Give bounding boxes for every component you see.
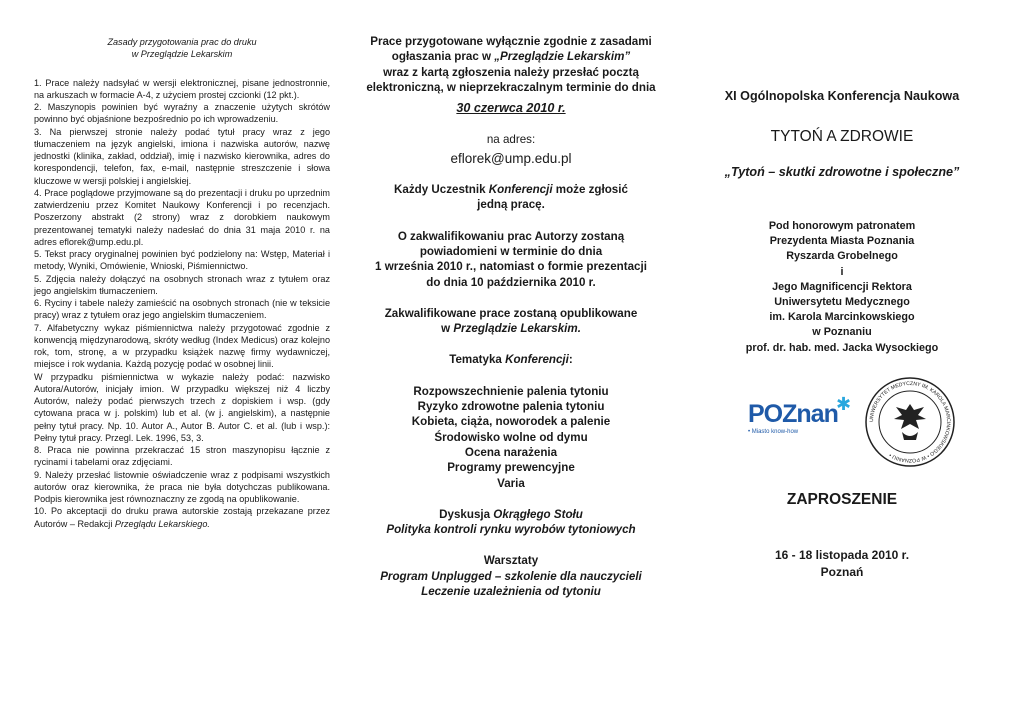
submission-info: Prace przygotowane wyłącznie zgodnie z zasadami ogłaszania prac w „Przeglądzie Lekarskim” wraz z kartą zgłoszenia należy przesłać pocztą elektroniczną, w nieprzekraczalnym terminie do dnia [366, 35, 656, 94]
patronage: Pod honorowym patronatem Prezydenta Miasta Poznania Ryszarda Grobelnego i Jego Magnificencji Rektora Uniwersytetu Medycznego im. Karola Marcinkowskiego w Poznaniu prof. dr. hab. med. Jacka Wysockiego [745, 220, 939, 354]
logos [700, 376, 984, 476]
rule-7: 6. Ryciny i tabele należy zamieścić na osobnych stronach (nie w teksicie pracy) wraz z tytułem oraz jego angielskim tłumaczeniem. [34, 298, 330, 321]
topic-item: Kobieta, ciąża, noworodek a palenie [411, 415, 611, 429]
svg-text:UNIWERSYTET MEDYCZNY IM. KAROL: UNIWERSYTET MEDYCZNY IM. KAROLA MARCINKOWSKIEGO • W POZNANIU • [868, 380, 952, 463]
rule-6: 5. Zdjęcia należy dołączyć na osobnych stronach wraz z tytułem oraz jego angielskim tłumaczeniem. [34, 273, 330, 296]
topic-item: Programy prewencyjne [447, 461, 575, 475]
email-link[interactable]: eflorek@ump.edu.pl [450, 150, 572, 166]
publication-note: Zakwalifikowane prace zostaną opublikowane w Przeglądzie Lekarskim. [384, 306, 638, 336]
rule-3: 3. Na pierwszej stronie należy podać tytuł pracy wraz z jego tłumaczeniem na język angielski, imiona i nazwiska autorów, nazwę jednostki (klinika, zakład, oddział), imię i nazwisko kierownika, adres do korespondencji, telefon, fax, e-mail, następnie streszczenie i słowa kluczowe w wersji polskiej i angielskiej. [34, 126, 330, 186]
round-table: Dyskusja Okrągłego Stołu Polityka kontroli rynku wyrobów tytoniowych [386, 507, 636, 537]
conference-title: TYTOŃ A ZDROWIE [770, 128, 914, 145]
topic-item: Środowisko wolne od dymu [434, 430, 588, 444]
rule-1: 1. Prace należy nadsyłać w wersji elektronicznej, pisane jednostronnie, na arkuszach w formacie A-4, z użyciem prostej czcionki (12 pkt.). [34, 77, 330, 100]
rule-4: 4. Prace poglądowe przyjmowane są do prezentacji i druku po uprzednim zatwierdzeniu przez Komitet Naukowy Konferencji i po recenzjach. Poszerzony abstrakt (2 strony) wraz z dorobkiem naukowym prezentowanej tematyki należy nadesłać do dnia 31 maja 2010 r. na adres eflorek@ump.edu.pl. [34, 187, 330, 247]
rule-9: W przypadku piśmiennictwa w wykazie należy podać: nazwisko Autora/Autorów, inicjały imion. W przypadku większej niż 4 liczby Autorów, należy podać pierwszych trzech z dopiskiem i wsp. (gdy cytowana praca w j. polskim) lub et al. (w j. angielskim), a następnie pełny tytuł pracy. Np. 10. Autor A., Autor B. Autor C. et al. (lub i wsp.): Pełny tytuł pracy. Przegl. Lek. 1996, 53, 3. [34, 371, 330, 443]
submission-column [356, 0, 666, 724]
address-label: na adres: [486, 133, 536, 147]
rule-2: 2. Maszynopis powinien być wyraźny a znaczenie użytych skrótów powinno być objaśnione bezpośrednio po ich wprowadzeniu. [34, 102, 330, 125]
topic-item: Rozpowszechnienie palenia tytoniu [413, 384, 609, 398]
topic-item: Ryzyko zdrowotne palenia tytoniu [417, 400, 605, 414]
rule-11: 9. Należy przesłać listownie oświadczenie wraz z podpisami wszystkich autorów oraz kierownika, że praca nie była dotychczas publikowana. Podpis kierownika jest równoznaczny ze zgodą na opublikowanie. [34, 469, 330, 504]
rule-10: 8. Praca nie powinna przekraczać 15 stron maszynopisu łącznie z rycinami i tabelami oraz zdjęciami. [34, 445, 330, 468]
topics-heading: Tematyka Konferencji: [449, 353, 573, 367]
guidelines-title: Zasady przygotowania prac do druku w Przeglądzie Lekarskim [107, 37, 257, 60]
rule-12: 10. Po akceptacji do druku prawa autorskie zostają przekazane przez Autorów – Redakcji Przeglądu Lekarskiego. [34, 506, 330, 529]
poznan-logo: POZnan ✱ • Miasto know-how [748, 393, 852, 435]
workshops: Warsztaty Program Unplugged – szkolenie dla nauczycieli Leczenie uzależnienia od tytoniu [380, 554, 642, 599]
topics-list [356, 384, 666, 491]
deadline: 30 czerwca 2010 r. [456, 101, 566, 116]
university-seal-icon [864, 376, 956, 468]
invitation-heading: ZAPROSZENIE [786, 490, 898, 508]
conference-subtitle: „Tytoń – skutki zdrowotne i społeczne” [724, 165, 960, 179]
conference-name: XI Ogólnopolska Konferencja Naukowa [724, 89, 960, 103]
asterisk-icon: ✱ [836, 393, 852, 414]
rule-5: 5. Tekst pracy oryginalnej powinien być podzielony na: Wstęp, Materiał i metody, Wyniki, Omówienie, Wnioski, Piśmiennictwo. [34, 249, 330, 272]
cover-column [700, 0, 984, 724]
one-submission-note: Każdy Uczestnik Konferencji może zgłosić jedną pracę. [394, 183, 628, 212]
qualification-note: O zakwalifikowaniu prac Autorzy zostaną powiadomieni w terminie do dnia 1 września 2010 r., natomiast o formie prezentacji do dnia 10 października 2010 r. [375, 229, 647, 289]
topic-item: Varia [497, 476, 525, 490]
guidelines-column [34, 0, 330, 724]
topic-item: Ocena narażenia [464, 445, 558, 459]
event-dates: 16 - 18 listopada 2010 r. Poznań [774, 547, 910, 579]
rule-8: 7. Alfabetyczny wykaz piśmiennictwa należy przygotować zgodnie z konwencją międzynarodową, skróty według (Index Medicus) oraz kolejno rok, tom, stronę, a w przypadku książek nazwę firmy wydawniczej, miejsce i rok wydania. Każdą pozycję podać w osobnej linii. [34, 322, 330, 370]
